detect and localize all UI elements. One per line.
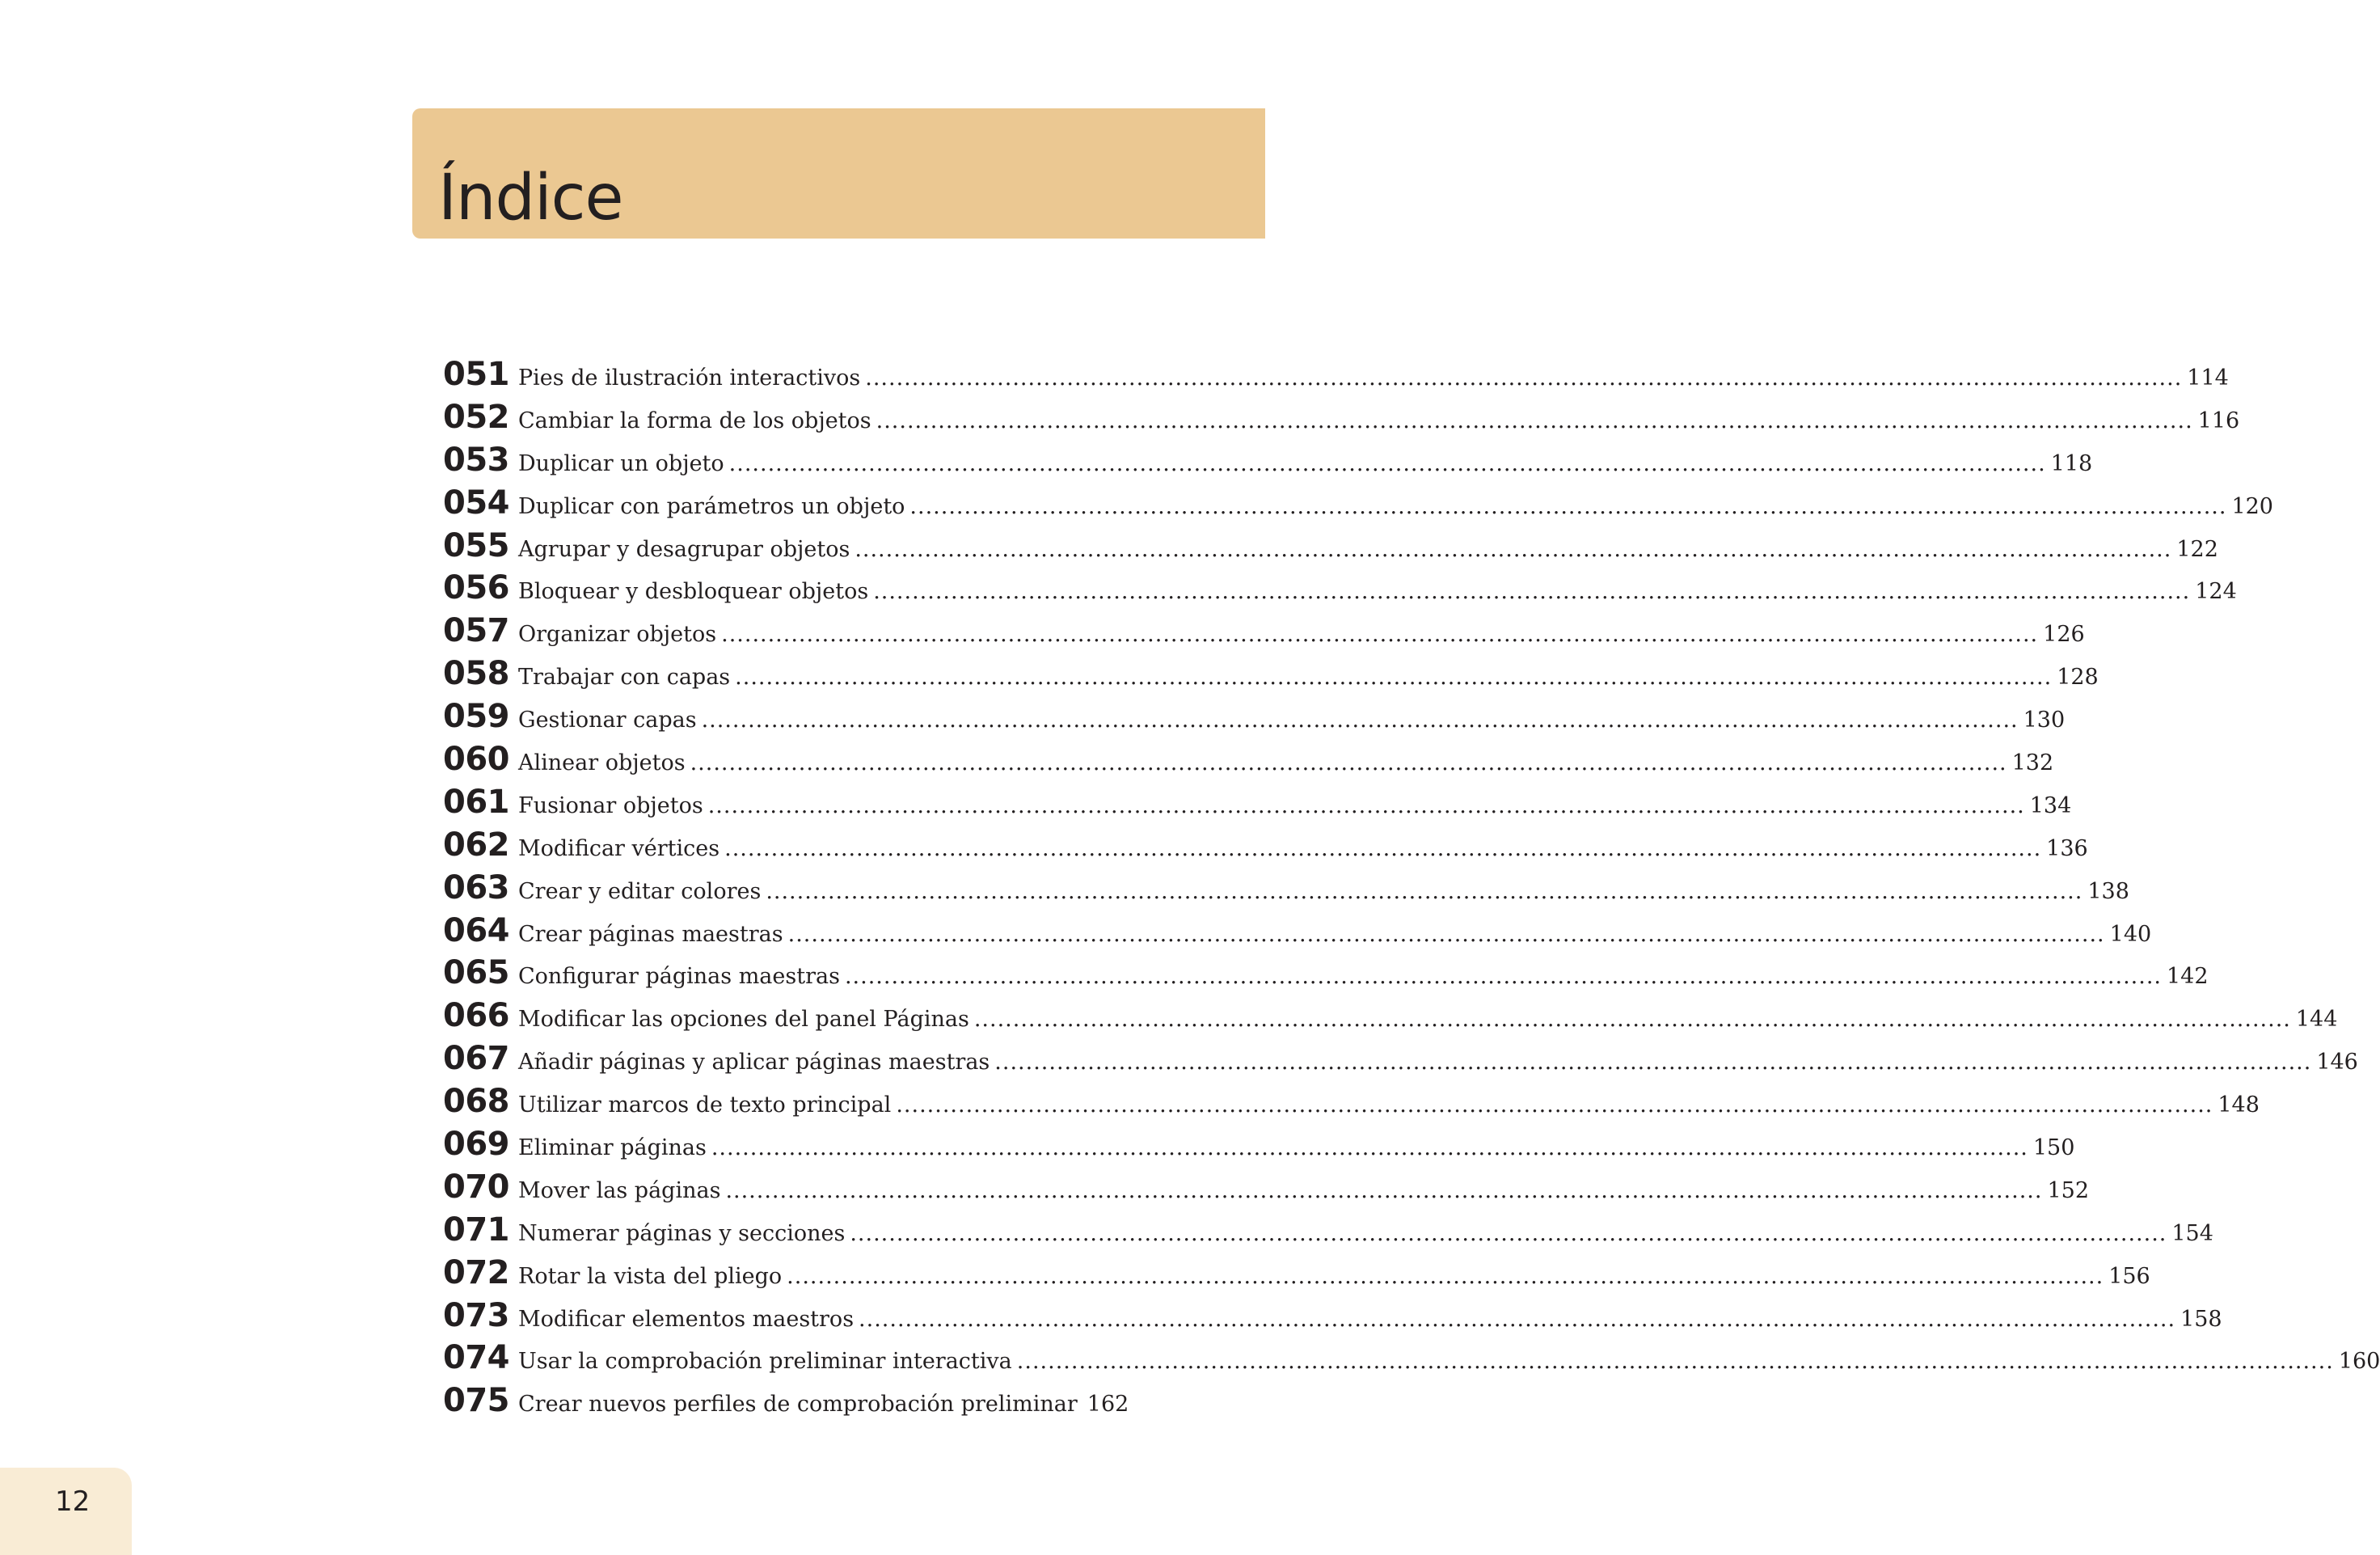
toc-entry-page: 132 <box>2011 750 2054 776</box>
toc-entry-title: Eliminar páginas <box>518 1135 707 1161</box>
toc-entry-page: 162 <box>1087 1392 1129 1418</box>
toc-entry-number: 070 <box>443 1168 509 1206</box>
toc-entry-title: Configurar páginas maestras <box>518 964 840 990</box>
toc-leader-dots: .......................................................................................................................................................................... <box>728 450 2046 476</box>
toc-entry-number: 065 <box>443 954 509 992</box>
toc-entry-title: Duplicar con parámetros un objeto <box>518 493 905 519</box>
toc-entry-title: Rotar la vista del pliego <box>518 1263 783 1289</box>
toc-entry-title: Gestionar capas <box>518 708 697 733</box>
toc-entry[interactable] <box>443 1253 2150 1297</box>
toc-entry[interactable] <box>443 655 2099 698</box>
toc-entry-title: Crear páginas maestras <box>518 921 783 947</box>
toc-entry-number: 072 <box>443 1253 509 1291</box>
toc-leader-dots: .......................................................................................................................................................................... <box>787 921 2105 947</box>
toc-entry[interactable] <box>443 783 2072 826</box>
toc-entry-page: 136 <box>2046 835 2088 861</box>
toc-entry-page: 144 <box>2295 1007 2338 1033</box>
toc-entry-number: 062 <box>443 826 509 864</box>
toc-entry[interactable] <box>443 526 2218 570</box>
toc-entry-page: 150 <box>2032 1135 2075 1161</box>
toc-leader-dots: .......................................................................................................................................................................... <box>724 835 2042 861</box>
toc-leader-dots: .......................................................................................................................................................................... <box>865 366 2183 391</box>
toc-entry[interactable] <box>443 1126 2075 1168</box>
toc-entry-number: 063 <box>443 868 509 906</box>
toc-leader-dots: .......................................................................................................................................................................... <box>766 878 2083 904</box>
toc-entry-page: 122 <box>2176 536 2218 562</box>
toc-entry-title: Pies de ilustración interactivos <box>518 366 861 391</box>
toc-entry-number: 074 <box>443 1339 509 1377</box>
toc-leader-dots: .......................................................................................................................................................................... <box>725 1177 2043 1203</box>
toc-entry-title: Trabajar con capas <box>518 665 731 691</box>
toc-entry-number: 064 <box>443 911 509 949</box>
toc-entry-page: 148 <box>2218 1092 2260 1118</box>
toc-leader-dots: .......................................................................................................................................................................... <box>711 1135 2028 1161</box>
toc-leader-dots: .......................................................................................................................................................................... <box>690 750 2007 776</box>
toc-entry-page: 140 <box>2109 921 2152 947</box>
toc-entry-page: 138 <box>2087 878 2129 904</box>
table-of-contents <box>443 356 2380 1425</box>
toc-entry-title: Cambiar la forma de los objetos <box>518 408 871 433</box>
toc-entry-page: 134 <box>2029 792 2072 818</box>
toc-entry-title: Duplicar un objeto <box>518 450 724 476</box>
toc-entry-number: 073 <box>443 1296 509 1334</box>
index-header-band <box>412 108 1265 239</box>
toc-entry-number: 066 <box>443 997 509 1035</box>
toc-leader-dots: .......................................................................................................................................................................... <box>701 708 2019 733</box>
toc-leader-dots: .......................................................................................................................................................................... <box>1016 1349 2334 1375</box>
toc-entry[interactable] <box>443 698 2066 741</box>
toc-entry-number: 061 <box>443 783 509 821</box>
toc-entry-number: 054 <box>443 484 509 522</box>
toc-entry-title: Crear nuevos perfiles de comprobación preliminar <box>518 1392 1078 1418</box>
toc-entry[interactable] <box>443 954 2209 997</box>
toc-entry[interactable] <box>443 1168 2090 1211</box>
toc-leader-dots: .......................................................................................................................................................................... <box>735 665 2053 691</box>
toc-leader-dots: .......................................................................................................................................................................... <box>994 1050 2312 1075</box>
toc-entry[interactable] <box>443 1296 2222 1340</box>
toc-entry-page: 116 <box>2197 408 2240 433</box>
toc-entry-page: 154 <box>2171 1220 2213 1246</box>
toc-entry-number: 060 <box>443 741 509 779</box>
toc-leader-dots: .......................................................................................................................................................................... <box>973 1007 2291 1033</box>
toc-leader-dots: .......................................................................................................................................................................... <box>844 964 2162 990</box>
toc-entry-number: 071 <box>443 1211 509 1249</box>
toc-entry-title: Modificar vértices <box>518 835 720 861</box>
toc-entry[interactable] <box>443 1339 2380 1382</box>
toc-entry-page: 156 <box>2108 1263 2150 1289</box>
toc-entry-page: 146 <box>2316 1050 2358 1075</box>
toc-entry[interactable] <box>443 741 2054 784</box>
toc-entry[interactable] <box>443 1040 2358 1083</box>
toc-entry-page: 142 <box>2166 964 2209 990</box>
toc-entry-title: Utilizar marcos de texto principal <box>518 1092 892 1118</box>
toc-leader-dots: .......................................................................................................................................................................... <box>707 792 2025 818</box>
toc-entry-page: 118 <box>2050 450 2093 476</box>
toc-leader-dots: .......................................................................................................................................................................... <box>909 493 2227 519</box>
toc-entry-title: Fusionar objetos <box>518 792 703 818</box>
page-title: Índice <box>438 162 623 235</box>
page-number-tab <box>0 1468 132 1555</box>
toc-entry-number: 059 <box>443 698 509 736</box>
toc-entry-number: 075 <box>443 1382 509 1420</box>
toc-entry-page: 130 <box>2023 708 2066 733</box>
toc-entry-page: 160 <box>2338 1349 2380 1375</box>
toc-entry-title: Bloquear y desbloquear objetos <box>518 579 869 605</box>
toc-leader-dots: .......................................................................................................................................................................... <box>859 1306 2176 1332</box>
toc-entry[interactable] <box>443 398 2240 442</box>
toc-entry-number: 056 <box>443 569 509 607</box>
toc-entry-number: 053 <box>443 441 509 479</box>
toc-entry[interactable] <box>443 612 2085 655</box>
toc-leader-dots: .......................................................................................................................................................................... <box>850 1220 2167 1246</box>
toc-entry-number: 069 <box>443 1126 509 1164</box>
toc-entry-number: 052 <box>443 398 509 436</box>
toc-entry-number: 058 <box>443 655 509 693</box>
toc-entry-page: 120 <box>2231 493 2273 519</box>
toc-entry[interactable] <box>443 1083 2260 1126</box>
toc-leader-dots: .......................................................................................................................................................................... <box>896 1092 2213 1118</box>
toc-leader-dots: .......................................................................................................................................................................... <box>787 1263 2104 1289</box>
toc-leader-dots: .......................................................................................................................................................................... <box>855 536 2172 562</box>
toc-entry[interactable] <box>443 868 2129 912</box>
toc-entry[interactable] <box>443 569 2237 612</box>
toc-entry-page: 114 <box>2187 366 2229 391</box>
toc-entry[interactable] <box>443 356 2229 399</box>
toc-entry[interactable] <box>443 1382 1129 1425</box>
toc-entry-title: Alinear objetos <box>518 750 686 776</box>
toc-entry-number: 057 <box>443 612 509 650</box>
toc-entry-page: 158 <box>2180 1306 2222 1332</box>
toc-entry-title: Numerar páginas y secciones <box>518 1220 846 1246</box>
toc-entry-title: Modificar las opciones del panel Páginas <box>518 1007 969 1033</box>
toc-entry-title: Modificar elementos maestros <box>518 1306 855 1332</box>
toc-entry-title: Organizar objetos <box>518 622 717 648</box>
toc-leader-dots: .......................................................................................................................................................................... <box>876 408 2193 433</box>
toc-entry[interactable] <box>443 826 2088 869</box>
toc-leader-dots: .......................................................................................................................................................................... <box>721 622 2039 648</box>
toc-entry[interactable] <box>443 997 2338 1040</box>
toc-entry[interactable] <box>443 911 2152 955</box>
toc-entry[interactable] <box>443 1211 2213 1254</box>
toc-entry-title: Usar la comprobación preliminar interactiva <box>518 1349 1012 1375</box>
toc-entry-page: 128 <box>2057 665 2099 691</box>
toc-leader-dots: .......................................................................................................................................................................... <box>873 579 2191 605</box>
toc-entry[interactable] <box>443 484 2273 527</box>
toc-entry[interactable] <box>443 441 2093 484</box>
toc-entry-number: 067 <box>443 1040 509 1078</box>
toc-entry-page: 124 <box>2195 579 2237 605</box>
toc-entry-page: 152 <box>2047 1177 2090 1203</box>
toc-entry-title: Añadir páginas y aplicar páginas maestras <box>518 1050 990 1075</box>
toc-entry-title: Mover las páginas <box>518 1177 721 1203</box>
toc-entry-number: 051 <box>443 356 509 393</box>
toc-entry-page: 126 <box>2043 622 2085 648</box>
toc-entry-title: Agrupar y desagrupar objetos <box>518 536 850 562</box>
toc-entry-title: Crear y editar colores <box>518 878 762 904</box>
toc-entry-number: 055 <box>443 526 509 564</box>
toc-entry-number: 068 <box>443 1083 509 1121</box>
page-number: 12 <box>55 1485 91 1518</box>
